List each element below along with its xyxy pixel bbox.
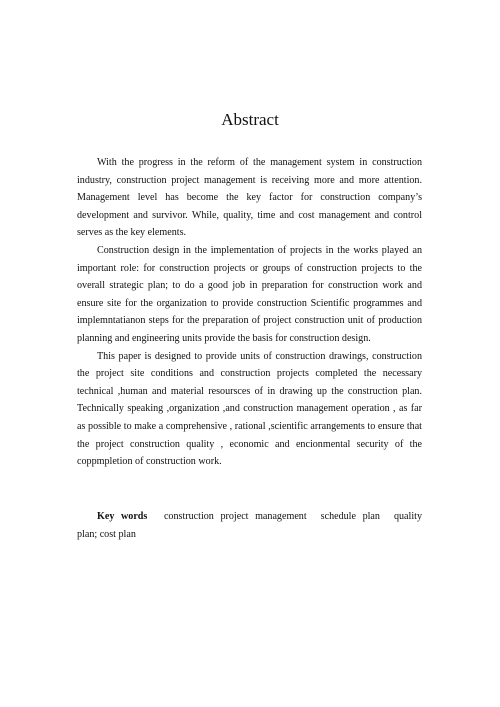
keyword-item: schedule plan bbox=[320, 511, 380, 522]
keyword-item: quality plan; cost plan bbox=[77, 511, 422, 540]
abstract-title: Abstract bbox=[221, 110, 279, 129]
abstract-paragraph-3: This paper is designed to provide units of construction drawings, construction the project site conditions and construction projects completed the necessary technical ,human and material resoursces of in drawing up the construction plan. Technically speaking ,organization ,and construction management operation , as far as possible to make a comprehensive , rational ,scientific arrangements to ensure that the project construction quality , economic and encionmental security of the coppmpletion of construction work. bbox=[77, 350, 422, 468]
keywords-label: Key words bbox=[97, 511, 148, 522]
abstract-paragraph-2: Construction design in the implementation of projects in the works played an important role: for construction projects or groups of construction projects to the overall strategic plan; to do a good job in preparation for construction work and ensure site for the organization to provide construction Scientific programmes and implemntatianon steps for the preparation of project construction unit of production planning and engineering units provide the basis for construction design. bbox=[77, 244, 422, 344]
keyword-item: construction project management bbox=[163, 511, 307, 522]
keywords-section bbox=[77, 508, 422, 543]
abstract-body bbox=[77, 154, 422, 471]
abstract-paragraph-1: With the progress in the reform of the management system in construction industry, construction project management is receiving more and more attention. Management level has become the key factor for construction company’s development and survivor. While, quality, time and cost management and control serves as the key elements. bbox=[77, 157, 422, 239]
keywords-line bbox=[77, 508, 422, 543]
